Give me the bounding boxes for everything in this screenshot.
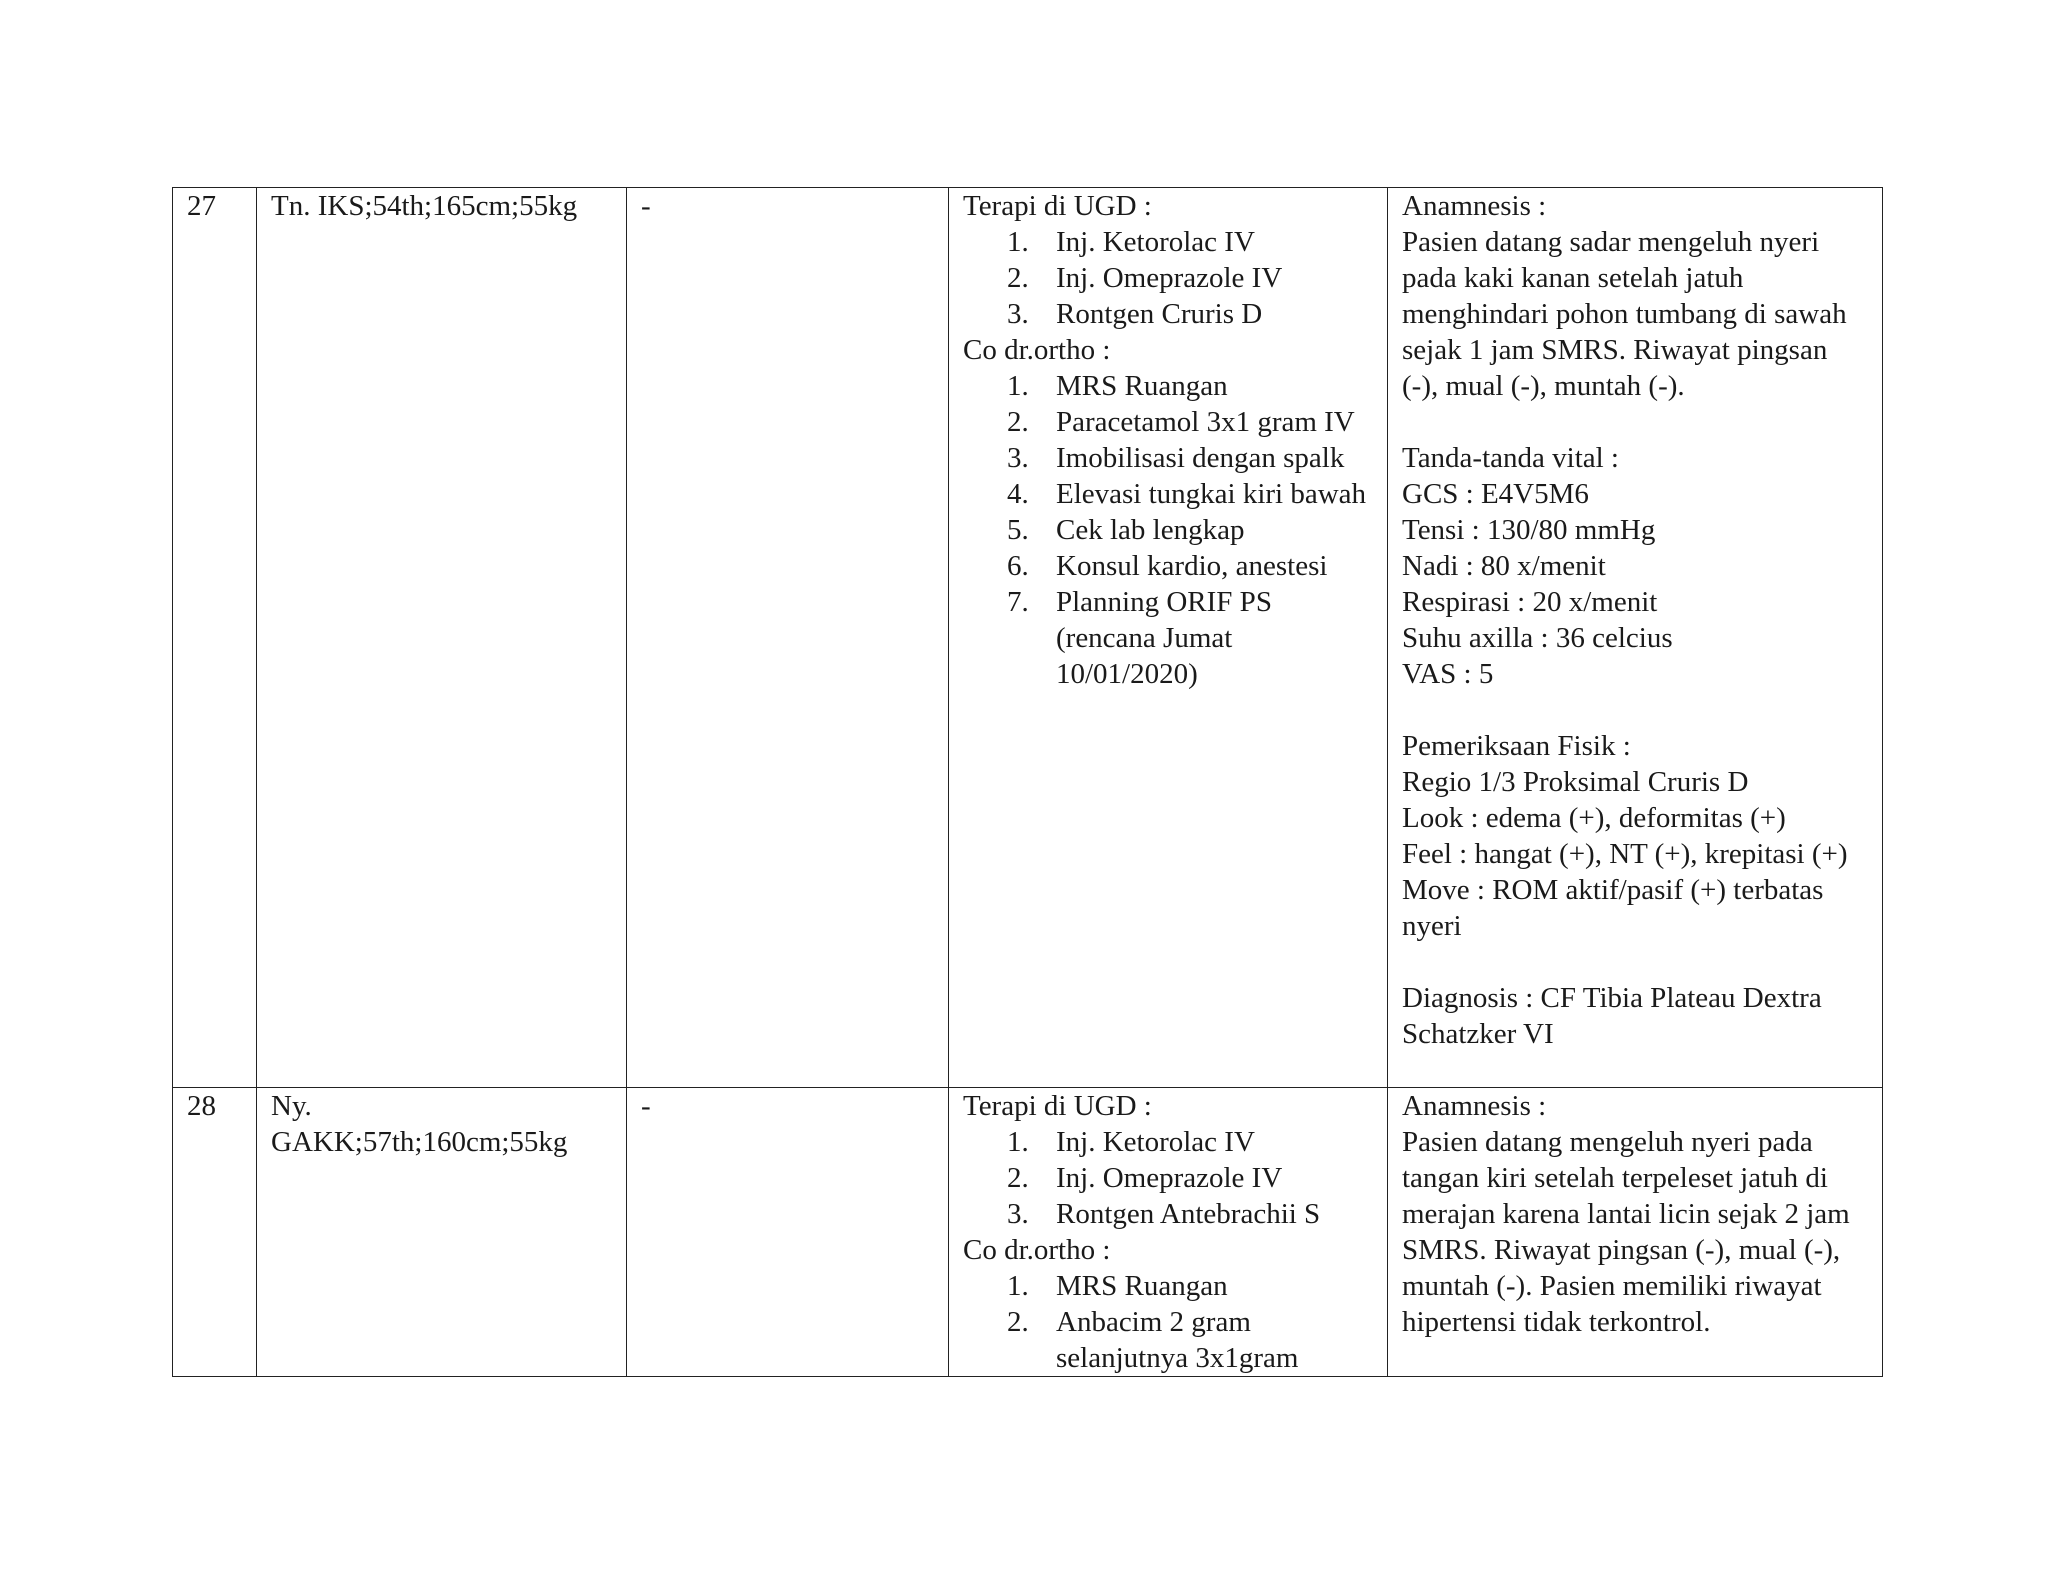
assessment-cell <box>1388 188 1883 1088</box>
row-number: 27 <box>187 190 216 222</box>
ugd-list <box>963 1124 1373 1232</box>
list-item: 1. Inj. Ketorolac IV <box>1007 226 1255 258</box>
assessment-cell <box>1388 1088 1883 1377</box>
therapy-cell <box>949 188 1388 1088</box>
list-item: 2. Anbacim 2 gram selanjutnya 3x1gram <box>1007 1306 1299 1374</box>
list-item: 3. Rontgen Antebrachii S <box>1007 1198 1321 1230</box>
exam-heading: Pemeriksaan Fisik : <box>1402 730 1631 762</box>
list-item: 1. MRS Ruangan <box>1007 370 1228 402</box>
exam-look: Look : edema (+), deformitas (+) <box>1402 802 1786 834</box>
vital-tensi: Tensi : 130/80 mmHg <box>1402 514 1656 546</box>
vital-vas: VAS : 5 <box>1402 658 1494 690</box>
list-item: 3. Rontgen Cruris D <box>1007 298 1263 330</box>
ortho-heading: Co dr.ortho : <box>963 1234 1111 1266</box>
empty-cell <box>627 1088 949 1377</box>
exam-move: Move : ROM aktif/pasif (+) terbatas nyeri <box>1402 874 1831 942</box>
list-item: 2. Paracetamol 3x1 gram IV <box>1007 406 1355 438</box>
ugd-list <box>963 224 1373 332</box>
list-item: 3. Imobilisasi dengan spalk <box>1007 442 1345 474</box>
table-row <box>173 188 1883 1088</box>
vital-suhu: Suhu axilla : 36 celcius <box>1402 622 1673 654</box>
list-item: 5. Cek lab lengkap <box>1007 514 1245 546</box>
ugd-heading: Terapi di UGD : <box>963 190 1152 222</box>
list-item: 4. Elevasi tungkai kiri bawah <box>1007 478 1367 510</box>
dash-value: - <box>641 1090 651 1122</box>
anamnesis-text: Pasien datang mengeluh nyeri pada tangan kiri setelah terpeleset jatuh di merajan karena lantai licin sejak 2 jam SMRS. Riwayat pingsan (-), mual (-), muntah (-). Pasien memiliki riwayat hipertensi tidak terkontrol. <box>1402 1126 1857 1338</box>
anamnesis-heading: Anamnesis : <box>1402 1090 1547 1122</box>
row-number-cell <box>173 188 257 1088</box>
patient-identity: Ny. GAKK;57th;160cm;55kg <box>271 1090 568 1158</box>
diagnosis: Diagnosis : CF Tibia Plateau Dextra Schatzker VI <box>1402 982 1829 1050</box>
empty-cell <box>627 188 949 1088</box>
ortho-list <box>963 368 1373 692</box>
vital-nadi: Nadi : 80 x/menit <box>1402 550 1606 582</box>
ugd-heading: Terapi di UGD : <box>963 1090 1152 1122</box>
row-number: 28 <box>187 1090 216 1122</box>
list-item: 7. Planning ORIF PS (rencana Jumat 10/01/2020) <box>1007 586 1272 690</box>
therapy-cell <box>949 1088 1388 1377</box>
list-item: 1. MRS Ruangan <box>1007 1270 1228 1302</box>
table-row <box>173 1088 1883 1377</box>
list-item: 2. Inj. Omeprazole IV <box>1007 262 1283 294</box>
patient-table <box>172 187 1883 1377</box>
exam-feel: Feel : hangat (+), NT (+), krepitasi (+) <box>1402 838 1848 870</box>
row-number-cell <box>173 1088 257 1377</box>
anamnesis-heading: Anamnesis : <box>1402 190 1547 222</box>
dash-value: - <box>641 190 651 222</box>
list-item: 1. Inj. Ketorolac IV <box>1007 1126 1255 1158</box>
patient-identity: Tn. IKS;54th;165cm;55kg <box>271 190 578 222</box>
ortho-heading: Co dr.ortho : <box>963 334 1111 366</box>
vitals-heading: Tanda-tanda vital : <box>1402 442 1619 474</box>
list-item: 6. Konsul kardio, anestesi <box>1007 550 1328 582</box>
patient-identity-cell <box>257 188 627 1088</box>
ortho-list <box>963 1268 1373 1376</box>
vital-gcs: GCS : E4V5M6 <box>1402 478 1589 510</box>
exam-regio: Regio 1/3 Proksimal Cruris D <box>1402 766 1749 798</box>
patient-identity-cell <box>257 1088 627 1377</box>
anamnesis-text: Pasien datang sadar mengeluh nyeri pada kaki kanan setelah jatuh menghindari pohon tumbang di sawah sejak 1 jam SMRS. Riwayat pingsan (-), mual (-), muntah (-). <box>1402 226 1854 402</box>
list-item: 2. Inj. Omeprazole IV <box>1007 1162 1283 1194</box>
vital-respirasi: Respirasi : 20 x/menit <box>1402 586 1658 618</box>
